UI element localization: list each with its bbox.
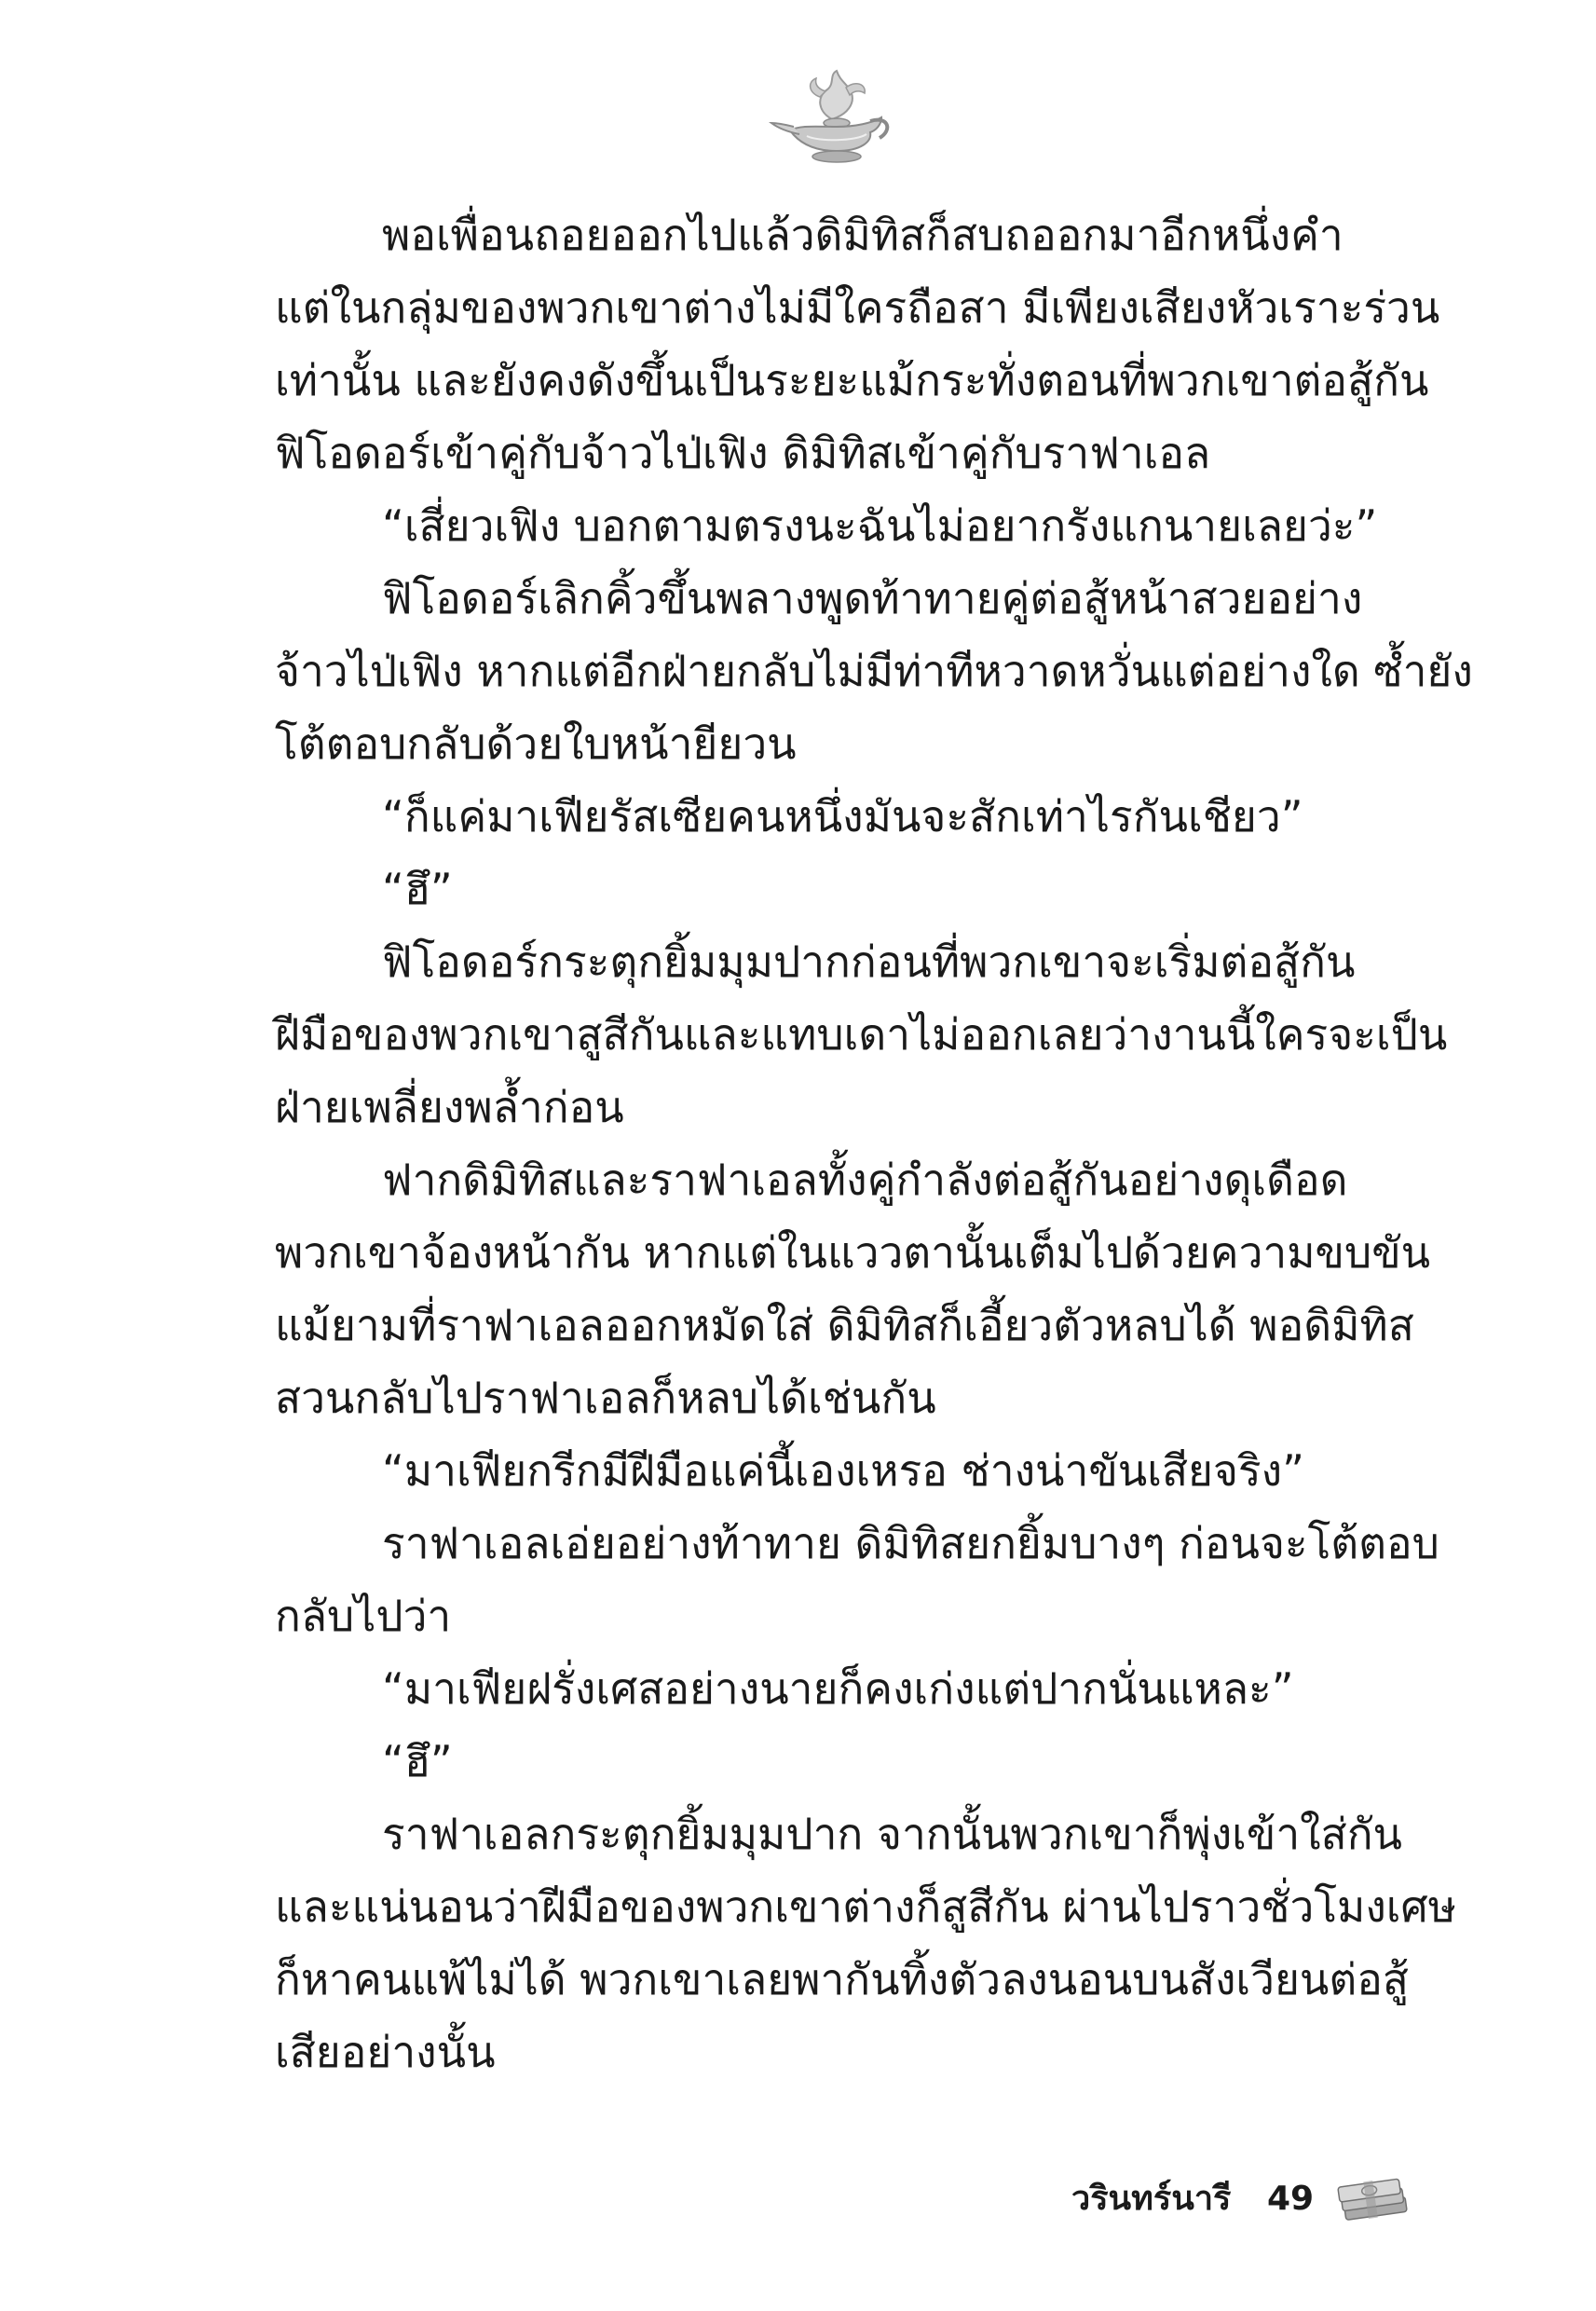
text-line: ราฟาเอลเอ่ยอย่างท้าทาย ดิมิทิสยกยิ้มบางๆ ก่อนจะโต้ตอบ — [382, 1518, 1439, 1568]
book-title: วรินทร์นารี — [1071, 2180, 1232, 2218]
text-line: ฝีมือของพวกเขาสูสีกันและแทบเดาไม่ออกเลยว่างานนี้ใครจะเป็น — [275, 1009, 1448, 1060]
text-line: แต่ในกลุ่มของพวกเขาต่างไม่มีใครถือสา มีเพียงเสียงหัวเราะร่วน — [275, 282, 1440, 333]
text-line: จ้าวไป่เฟิง หากแต่อีกฝ่ายกลับไม่มีท่าทีหวาดหวั่นแต่อย่างใด ซ้ำยัง — [275, 646, 1473, 696]
text-line: สวนกลับไปราฟาเอลก็หลบได้เช่นกัน — [275, 1373, 936, 1423]
text-line: ฟิโอดอร์กระตุกยิ้มมุมปากก่อนที่พวกเขาจะเริ่มต่อสู้กัน — [382, 937, 1356, 987]
text-line: ฟากดิมิทิสและราฟาเอลทั้งคู่กำลังต่อสู้กันอย่างดุเดือด — [382, 1155, 1348, 1205]
text-line: “เสี่ยวเฟิง บอกตามตรงนะฉันไม่อยากรังแกนายเลยว่ะ” — [382, 500, 1378, 551]
text-line: ฟิโอดอร์เลิกคิ้วขึ้นพลางพูดท้าทายคู่ต่อสู้หน้าสวยอย่าง — [382, 573, 1363, 623]
text-line: ฟิโอดอร์เข้าคู่กับจ้าวไป่เฟิง ดิมิทิสเข้าคู่กับราฟาเอล — [275, 428, 1211, 478]
text-line: “ฮึ” — [382, 1736, 453, 1786]
text-line: พอเพื่อนถอยออกไปแล้วดิมิทิสก็สบถออกมาอีกหนึ่งคำ — [382, 210, 1344, 260]
text-line: “ก็แค่มาเฟียรัสเซียคนหนึ่งมันจะสักเท่าไรกันเชียว” — [382, 791, 1303, 841]
money-stack-icon — [1332, 2173, 1416, 2225]
text-line: โต้ตอบกลับด้วยใบหน้ายียวน — [275, 718, 797, 769]
magic-lamp-icon — [762, 65, 902, 168]
text-line: พวกเขาจ้องหน้ากัน หากแต่ในแววตานั้นเต็มไปด้วยความขบขัน — [275, 1227, 1431, 1278]
text-line: ก็หาคนแพ้ไม่ได้ พวกเขาเลยพากันทิ้งตัวลงนอนบนสังเวียนต่อสู้ — [275, 1954, 1409, 2004]
page-footer — [1025, 2171, 1416, 2227]
text-line: กลับไปว่า — [275, 1591, 452, 1641]
text-line: แม้ยามที่ราฟาเอลออกหมัดใส่ ดิมิทิสก็เอี้ยวตัวหลบได้ พอดิมิทิส — [275, 1300, 1414, 1350]
text-line: ฝ่ายเพลี่ยงพล้ำก่อน — [275, 1082, 624, 1132]
text-line: “ฮึ” — [382, 864, 453, 914]
text-line: เสียอย่างนั้น — [275, 2027, 496, 2077]
page-number: 49 — [1267, 2180, 1315, 2218]
text-line: ราฟาเอลกระตุกยิ้มมุมปาก จากนั้นพวกเขาก็พุ่งเข้าใส่กัน — [382, 1809, 1402, 1859]
text-line: เท่านั้น และยังคงดังขึ้นเป็นระยะแม้กระทั่งตอนที่พวกเขาต่อสู้กัน — [275, 355, 1429, 405]
text-line: “มาเฟียกรีกมีฝีมือแค่นี้เองเหรอ ช่างน่าขันเสียจริง” — [382, 1445, 1304, 1496]
text-line: และแน่นอนว่าฝีมือของพวกเขาต่างก็สูสีกัน ผ่านไปราวชั่วโมงเศษ — [275, 1881, 1457, 1932]
text-line: “มาเฟียฝรั่งเศสอย่างนายก็คงเก่งแต่ปากนั่นแหละ” — [382, 1663, 1294, 1714]
